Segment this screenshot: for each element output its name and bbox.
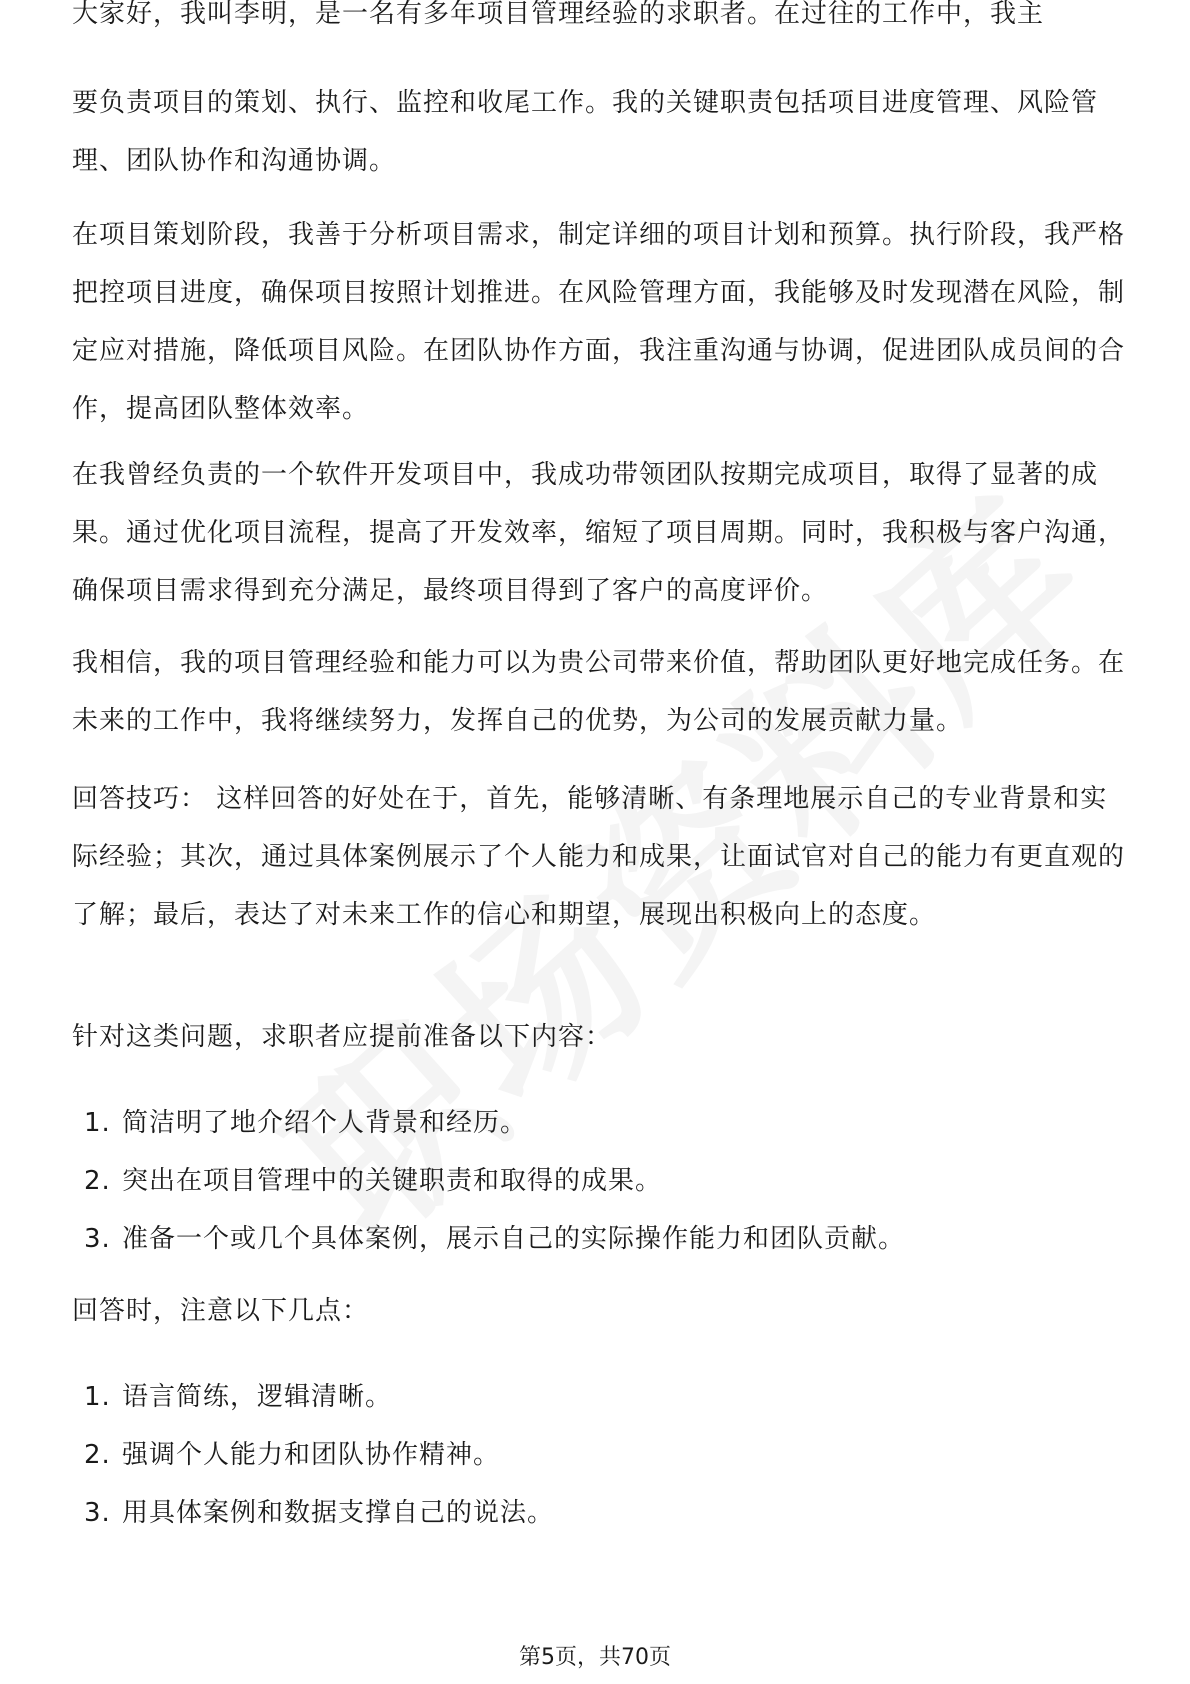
paragraph-intro: 要负责项目的策划、执行、监控和收尾工作。我的关键职责包括项目进度管理、风险管理、团队协作和沟通协调。 [72, 88, 1099, 176]
list-item: 3. 用具体案例和数据支撑自己的说法。 [84, 1498, 555, 1528]
cut-off-line [72, 0, 1132, 62]
paragraph-answer-tips: 回答技巧： 这样回答的好处在于，首先，能够清晰、有条理地展示自己的专业背景和实际经验；其次，通过具体案例展示了个人能力和成果，让面试官对自己的能力有更直观的了解；最后，表达了对未来工作的信心和期望，展现出积极向上的态度。 [72, 784, 1126, 930]
paragraph-project-example: 在我曾经负责的一个软件开发项目中，我成功带领团队按期完成项目，取得了显著的成果。通过优化项目流程，提高了开发效率，缩短了项目周期。同时，我积极与客户沟通，确保项目需求得到充分满足，最终项目得到了客户的高度评价。 [72, 460, 1126, 606]
page-number: 第5页，共70页 [519, 1645, 671, 1670]
list-item: 1. 简洁明了地介绍个人背景和经历。 [84, 1108, 528, 1138]
paragraph-conclusion: 我相信，我的项目管理经验和能力可以为贵公司带来价值，帮助团队更好地完成任务。在未来的工作中，我将继续努力，发挥自己的优势，为公司的发展贡献力量。 [72, 648, 1126, 736]
paragraph-intro-cut-line: 大家好，我叫李明，是一名有多年项目管理经验的求职者。在过往的工作中，我主 [72, 0, 1045, 29]
list-item: 2. 强调个人能力和团队协作精神。 [84, 1440, 501, 1470]
list-item: 1. 语言简练，逻辑清晰。 [84, 1382, 393, 1412]
list-item: 2. 突出在项目管理中的关键职责和取得的成果。 [84, 1166, 663, 1196]
paragraph-planning: 在项目策划阶段，我善于分析项目需求，制定详细的项目计划和预算。执行阶段，我严格把控项目进度，确保项目按照计划推进。在风险管理方面，我能够及时发现潜在风险，制定应对措施，降低项目风险。在团队协作方面，我注重沟通与协调，促进团队成员间的合作，提高团队整体效率。 [72, 220, 1126, 424]
answer-heading: 回答时，注意以下几点： [72, 1296, 370, 1326]
list-item: 3. 准备一个或几个具体案例，展示自己的实际操作能力和团队贡献。 [84, 1224, 906, 1254]
answer-list [84, 1368, 1124, 1542]
prep-list [84, 1094, 1124, 1268]
prep-heading: 针对这类问题，求职者应提前准备以下内容： [72, 1022, 613, 1052]
